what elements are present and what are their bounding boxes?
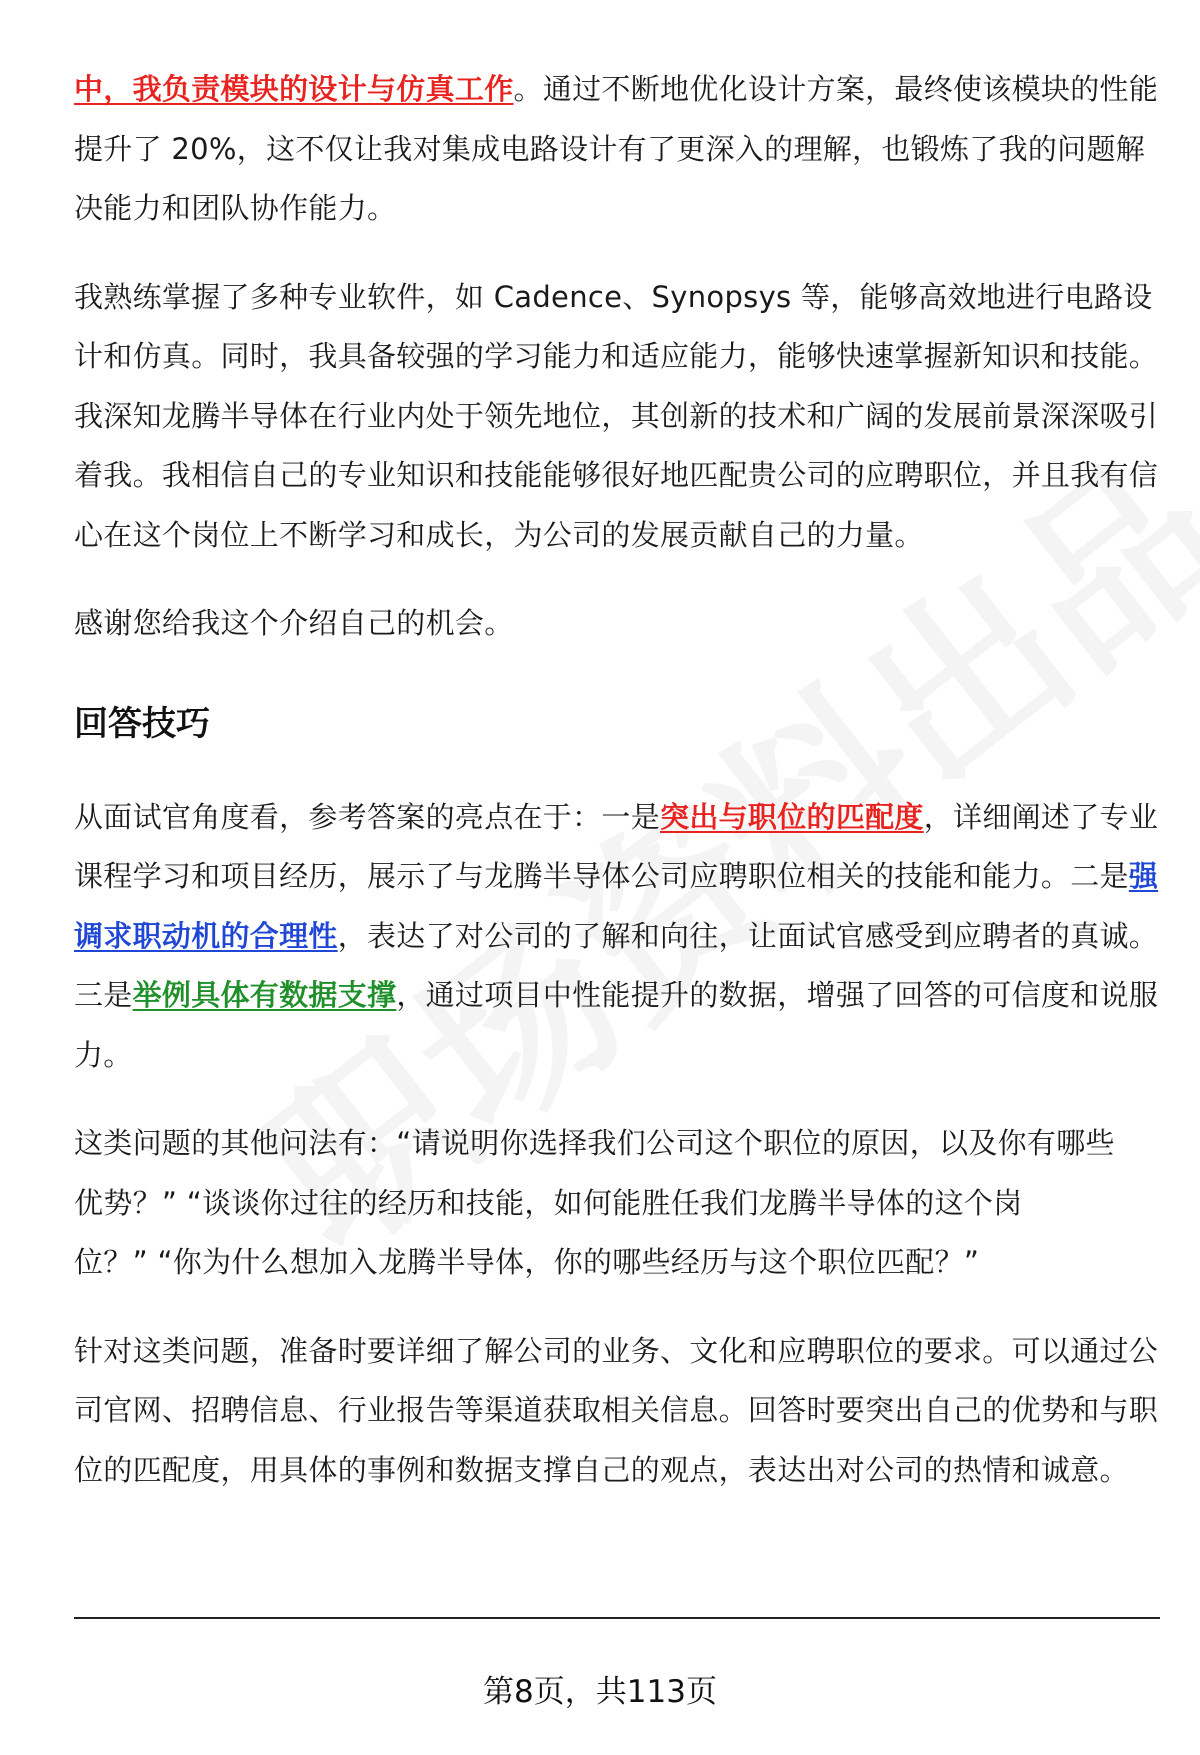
tips-text: ，表达了对公司的了解和向往，让面试官感受到应聘者的真诚。三是	[74, 918, 1159, 1012]
paragraph-preparation: 针对这类问题，准备时要详细了解公司的业务、文化和应聘职位的要求。可以通过公司官网、招聘信息、行业报告等渠道获取相关信息。回答时要突出自己的优势和与职位的匹配度，用具体的事例和数据支撑自己的观点，表达出对公司的热情和诚意。	[74, 1333, 1159, 1487]
other-questions-line: 优势？” “谈谈你过往的经历和技能，如何能胜任我们龙腾半导体的这个岗	[74, 1185, 1023, 1220]
highlight-module-design: 中，我负责模块的设计与仿真工作	[74, 72, 514, 106]
paragraph-project-experience	[74, 60, 1160, 239]
highlight-motivation: 强调求职动机的合理性	[74, 859, 1159, 953]
paragraph-thanks: 感谢您给我这个介绍自己的机会。	[74, 606, 514, 640]
document-body	[74, 60, 1160, 1500]
paragraph-other-questions	[74, 1114, 1160, 1293]
other-questions-line: 这类问题的其他问法有：“请说明你选择我们公司这个职位的原因，以及你有哪些	[74, 1126, 1115, 1160]
highlight-data-support: 举例具体有数据支撑	[132, 978, 397, 1012]
other-questions-line: 位？” “你为什么想加入龙腾半导体，你的哪些经历与这个职位匹配？”	[74, 1245, 980, 1279]
tips-text: 从面试官角度看，参考答案的亮点在于：一是	[74, 799, 661, 834]
paragraph-tips	[74, 788, 1160, 1086]
tips-text: ，通过项目中性能提升的数据，增强了回答的可信度和说服力。	[74, 978, 1159, 1072]
paragraph-text: 。通过不断地优化设计方案，最终使该模块的性能提升了 20%，这不仅让我对集成电路设计有了更深入的理解，也锻炼了我的问题解决能力和团队协作能力。	[74, 72, 1159, 225]
page-number: 第8页，共113页	[483, 1674, 717, 1710]
tips-text: ，详细阐述了专业课程学习和项目经历，展示了与龙腾半导体公司应聘职位相关的技能和能力。二是	[74, 799, 1159, 893]
section-title: 回答技巧	[74, 703, 210, 744]
paragraph-skills: 我熟练掌握了多种专业软件，如 Cadence、Synopsys 等，能够高效地进行电路设计和仿真。同时，我具备较强的学习能力和适应能力，能够快速掌握新知识和技能。我深知龙腾半导体在行业内处于领先地位，其创新的技术和广阔的发展前景深深吸引着我。我相信自己的专业知识和技能能够很好地匹配贵公司的应聘职位，并且我有信心在这个岗位上不断学习和成长，为公司的发展贡献自己的力量。	[74, 279, 1159, 552]
footer-divider	[74, 1617, 1160, 1619]
highlight-job-match: 突出与职位的匹配度	[660, 799, 924, 834]
